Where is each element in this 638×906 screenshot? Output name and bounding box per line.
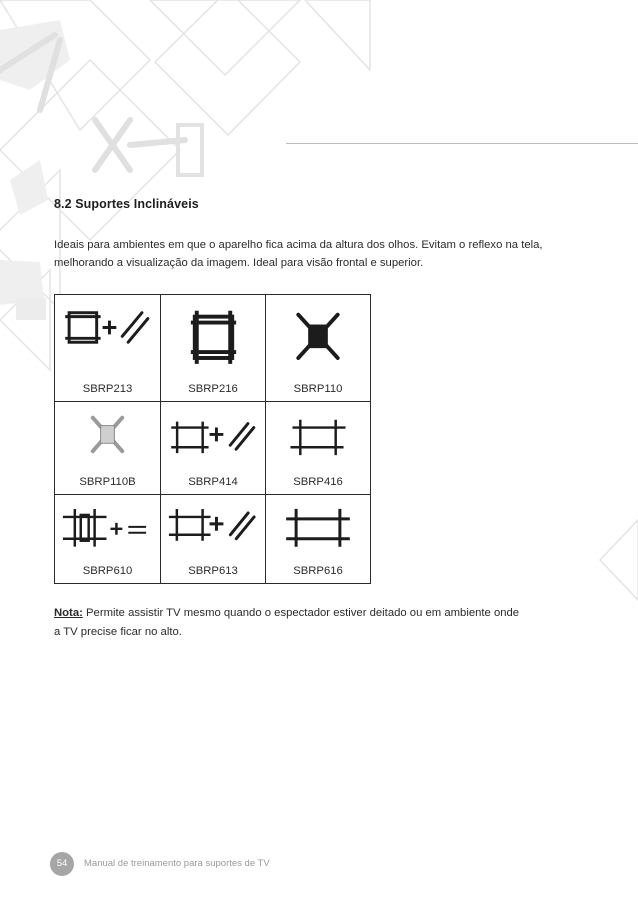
product-code: SBRP613 [188,565,238,577]
product-code: SBRP213 [82,383,133,395]
tilt-bracket-with-hdmi-cable-icon [161,495,265,564]
product-code: SBRP414 [188,476,238,488]
note-label: Nota: [54,607,83,619]
product-cell [266,495,370,583]
product-cell [55,295,161,402]
product-cell [161,495,266,583]
tilt-bracket-with-accessories-icon [55,495,160,564]
articulated-arm-bracket-icon [266,295,370,378]
product-cell [266,402,370,495]
product-code: SBRP610 [82,565,133,577]
product-code: SBRP110B [79,476,136,488]
product-code: SBRP616 [293,565,343,577]
tilt-bracket-with-hdmi-cable-icon [55,295,160,378]
page-number: 54 [50,852,74,876]
note [54,604,524,642]
product-code: SBRP216 [188,383,238,395]
footer-title: Manual de treinamento para suportes de TV [84,858,270,869]
tilt-bracket-icon [266,495,370,564]
product-cell [55,402,161,495]
tilt-bracket-icon [161,295,265,378]
product-cell [161,402,266,495]
product-grid [54,294,371,584]
tilt-bracket-icon [266,402,370,474]
product-cell [161,295,266,402]
tilt-bracket-with-hdmi-cable-icon [161,402,265,474]
product-code: SBRP110 [293,383,343,395]
product-cell [55,495,161,583]
product-code: SBRP416 [293,476,343,488]
header-divider [286,143,638,144]
product-cell [266,295,370,402]
note-text: Permite assistir TV mesmo quando o espectador estiver deitado ou em ambiente onde a TV precise ficar no alto. [54,607,520,638]
section-intro: Ideais para ambientes em que o aparelho fica acima da altura dos olhos. Evitam o reflexo na tela, melhorando a visualização da imagem. Ideal para visão frontal e superior. [54,239,543,269]
section-heading: 8.2 Suportes Inclináveis [54,197,199,211]
articulated-arm-bracket-white-icon [55,402,160,474]
